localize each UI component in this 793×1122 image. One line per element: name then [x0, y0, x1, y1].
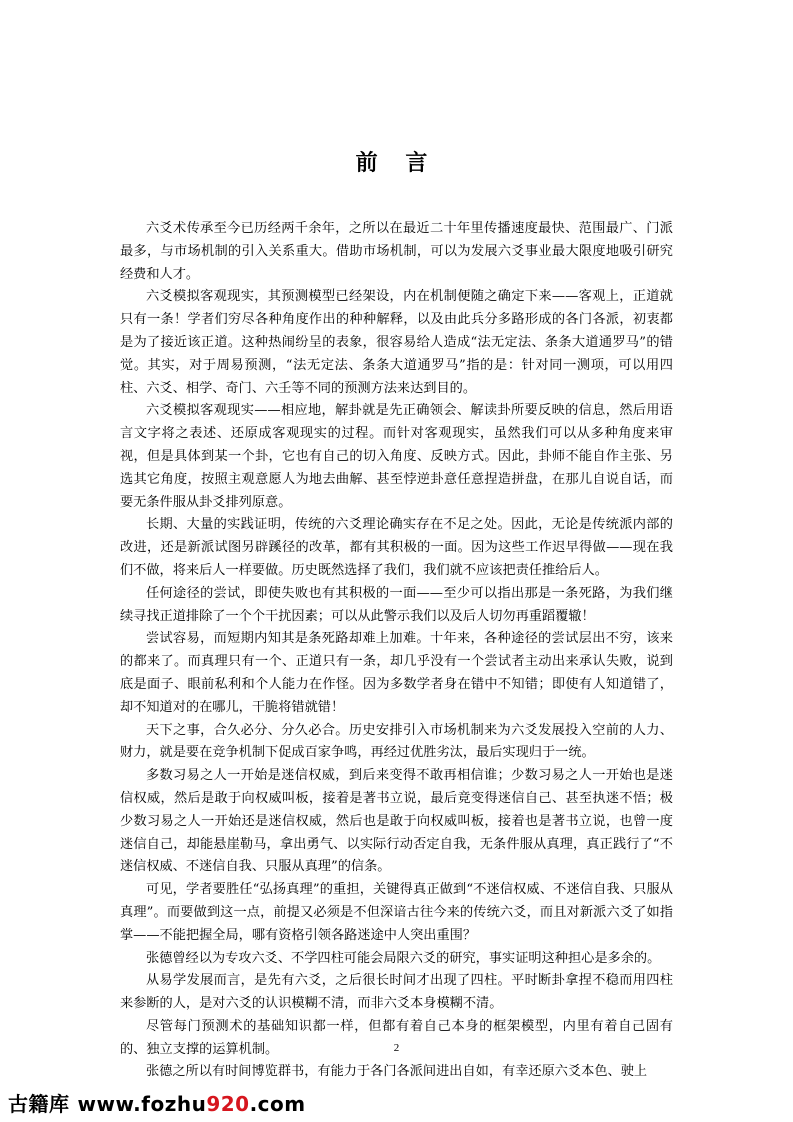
page-number: 2	[393, 1042, 400, 1054]
paragraph: 天下之事，合久必分、分久必合。历史安排引入市场机制来为六爻发展投入空前的人力、财力，就是要在竞争机制下促成百家争鸣，再经过优胜劣汰，最后实现归于一统。	[120, 722, 673, 761]
watermark-url-prefix: www.fozhu	[77, 1092, 207, 1116]
watermark-url-number: 920	[206, 1092, 250, 1116]
paragraph: 多数习易之人一开始是迷信权威，到后来变得不敢再相信谁；少数习易之人一开始也是迷信权威，然后是敢于向权威叫板，接着是著书立说，最后竟变得迷信自己、甚至执迷不悟；极少数习易之人一开始还是迷信权威，然后也是敢于向权威叫板，接着也是著书立说，也曾一度迷信自己，却能悬崖勒马，拿出勇气、以实际行动否定自我，无条件服从真理，真正践行了“不迷信权威、不迷信自我、只服从真理”的信条。	[120, 768, 673, 875]
paragraph: 六爻模拟客观现实，其预测模型已经架设，内在机制便随之确定下来——客观上，正道就只有一条！学者们穷尽各种角度作出的种种解释，以及由此兵分多路形成的各门各派，初衷都是为了接近该正道。这种热闹纷呈的表象，很容易给人造成“法无定法、条条大道通罗马”的错觉。其实，对于周易预测，“法无定法、条条大道通罗马”指的是：针对同一测项，可以用四柱、六爻、相学、奇门、六壬等不同的预测方法来达到目的。	[120, 289, 673, 396]
paragraph: 六爻术传承至今已历经两千余年，之所以在最近二十年里传播速度最快、范围最广、门派最多，与市场机制的引入关系重大。借助市场机制，可以为发展六爻事业最大限度地吸引研究经费和人才。	[120, 221, 673, 282]
body-text	[120, 218, 673, 1084]
paragraph: 尽管每门预测术的基础知识都一样，但都有着自己本身的框架模型，内里有着自己固有的、独立支撑的运算机制。	[120, 1018, 673, 1057]
paragraph: 张德曾经以为专攻六爻、不学四柱可能会局限六爻的研究，事实证明这种担心是多余的。	[146, 950, 661, 966]
paragraph: 尝试容易，而短期内知其是条死路却难上加难。十年来，各种途径的尝试层出不穷，该来的都来了。而真理只有一个、正道只有一条，却几乎没有一个尝试者主动出来承认失败，说到底是面子、眼前私利和个人能力在作怪。因为多数学者身在错中不知错；即使有人知道错了，却不知道对的在哪儿，干脆将错就错！	[120, 631, 673, 715]
paragraph: 可见，学者要胜任“弘扬真理”的重担，关键得真正做到“不迷信权威、不迷信自我、只服从真理”。而要做到这一点，前提又必须是不但深谙古往今来的传统六爻，而且对新派六爻了如指掌——不能把握全局，哪有资格引领各路迷途中人突出重围？	[120, 882, 673, 943]
paragraph: 任何途径的尝试，即使失败也有其积极的一面——至少可以指出那是一条死路，为我们继续寻找正道排除了一个个干扰因素；可以从此警示我们以及后人切勿再重蹈覆辙！	[120, 585, 673, 624]
watermark-url-suffix: .com	[249, 1092, 306, 1116]
page-title: 前 言	[355, 151, 438, 176]
paragraph: 长期、大量的实践证明，传统的六爻理论确实存在不足之处。因此，无论是传统派内部的改进，还是新派试图另辟蹊径的改革，都有其积极的一面。因为这些工作迟早得做——现在我们不做，将来后人一样要做。历史既然选择了我们，我们就不应该把责任推给后人。	[120, 517, 673, 578]
watermark-site-name: 古籍库	[8, 1092, 70, 1116]
paragraph: 六爻模拟客观现实——相应地，解卦就是先正确领会、解读卦所要反映的信息，然后用语言文字将之表述、还原成客观现实的过程。而针对客观现实，虽然我们可以从多种角度来审视，但是具体到某一个卦，它也有自己的切入角度、反映方式。因此，卦师不能自作主张、另选其它角度，按照主观意愿人为地去曲解、甚至悖逆卦意任意捏造拼盘，在那儿自说自话，而要无条件服从卦爻排列原意。	[120, 403, 673, 510]
watermark	[8, 1088, 306, 1117]
paragraph: 张德之所以有时间博览群书，有能力于各门各派间进出自如，有幸还原六爻本色、驶上	[146, 1064, 648, 1080]
paragraph: 从易学发展而言，是先有六爻，之后很长时间才出现了四柱。平时断卦拿捏不稳而用四柱来参断的人，是对六爻的认识模糊不清，而非六爻本身模糊不清。	[120, 973, 673, 1012]
